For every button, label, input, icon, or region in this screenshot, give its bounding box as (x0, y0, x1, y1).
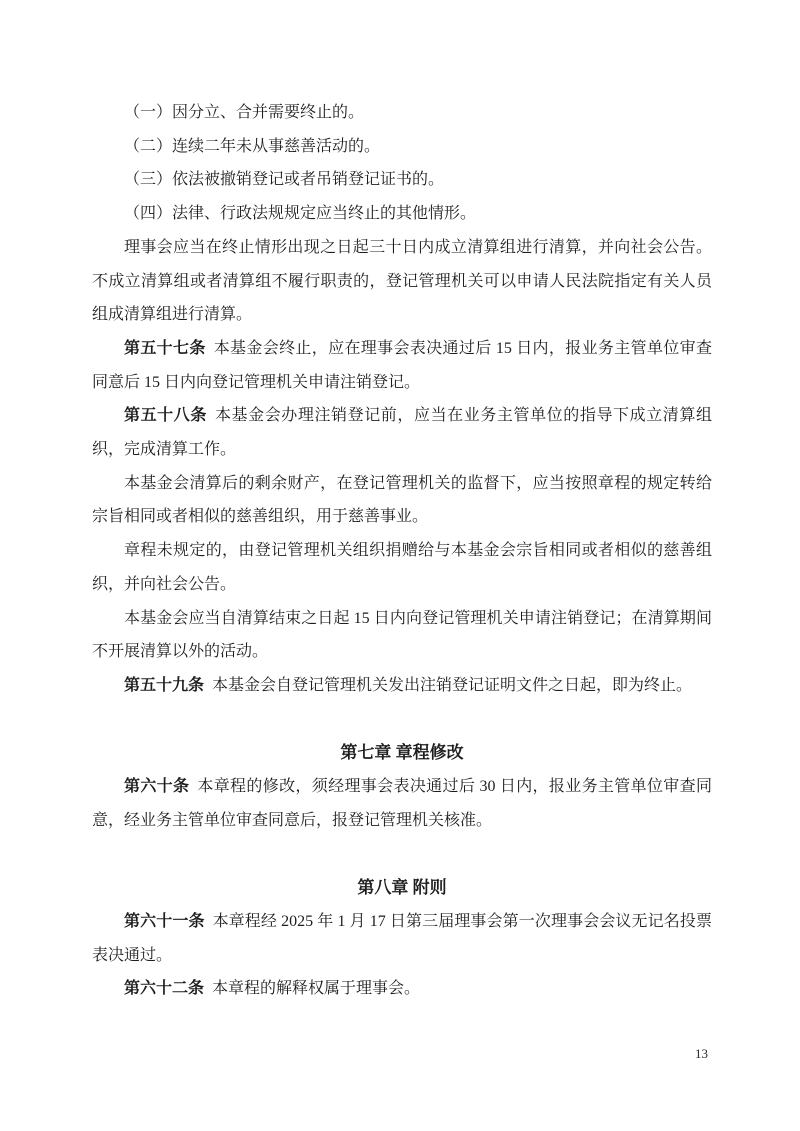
article-number: 第五十七条 (124, 339, 206, 357)
article-text: 本基金会办理注销登记前，应当在业务主管单位的指导下成立清算组织，完成清算工作。 (92, 407, 712, 459)
page-number: 13 (695, 1046, 708, 1061)
termination-condition-item: （三）依法被撤销登记或者吊销登记证书的。 (124, 171, 445, 189)
article-paragraph (92, 770, 712, 837)
termination-condition-item: （一）因分立、合并需要终止的。 (124, 104, 365, 121)
body-paragraph: 本基金会应当自清算结束之日起 15 日内向登记管理机关申请注销登记；在清算期间不开展清算以外的活动。 (92, 609, 712, 661)
article-paragraph (92, 972, 712, 1006)
article-number: 第六十一条 (124, 912, 205, 930)
body-paragraph: 本基金会清算后的剩余财产，在登记管理机关的监督下，应当按照章程的规定转给宗旨相同或者相似的慈善组织，用于慈善事业。 (92, 474, 712, 526)
body-paragraph: 章程未规定的，由登记管理机关组织捐赠给与本基金会宗旨相同或者相似的慈善组织，并向社会公告。 (92, 542, 712, 593)
article-text: 本基金会自登记管理机关发出注销登记证明文件之日起，即为终止。 (212, 676, 693, 694)
article-text: 本章程的解释权属于理事会。 (212, 980, 421, 998)
termination-condition-item: （四）法律、行政法规规定应当终止的其他情形。 (124, 205, 477, 223)
article-paragraph (92, 399, 712, 466)
article-text: 本章程经 2025 年 1 月 17 日第三届理事会第一次理事会会议无记名投票表决通过。 (92, 912, 712, 964)
article-paragraph (92, 905, 712, 972)
article-number: 第五十九条 (124, 676, 205, 694)
article-number: 第六十条 (124, 778, 190, 796)
chapter-heading-8: 第八章 附则 (357, 878, 447, 898)
article-text: 本章程的修改，须经理事会表决通过后 30 日内，报业务主管单位审查同意，经业务主管单位审查同意后，报登记管理机关核准。 (92, 778, 712, 829)
article-number: 第五十八条 (124, 407, 207, 425)
body-paragraph: 理事会应当在终止情形出现之日起三十日内成立清算组进行清算，并向社会公告。不成立清算组或者清算组不履行职责的，登记管理机关可以申请人民法院指定有关人员组成清算组进行清算。 (92, 238, 712, 324)
article-paragraph (92, 332, 712, 399)
article-paragraph (92, 669, 712, 703)
document-body (92, 96, 712, 1006)
article-text: 本基金会终止，应在理事会表决通过后 15 日内，报业务主管单位审查同意后 15 日内向登记管理机关申请注销登记。 (92, 339, 712, 391)
chapter-heading-7: 第七章 章程修改 (340, 743, 464, 763)
termination-condition-item: （二）连续二年未从事慈善活动的。 (124, 137, 381, 155)
article-number: 第六十二条 (124, 980, 205, 998)
